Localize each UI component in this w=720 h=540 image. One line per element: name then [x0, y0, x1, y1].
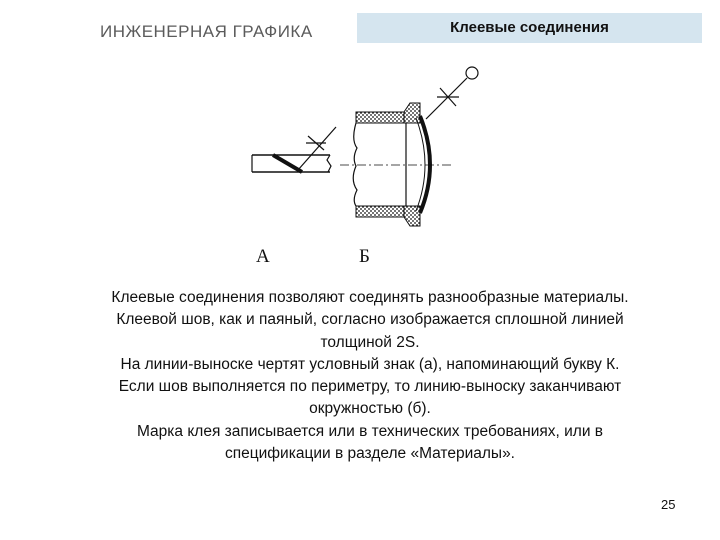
body-text	[90, 287, 650, 465]
paragraph: Если шов выполняется по периметру, то линию-выноску заканчивают окружностью (б).	[118, 378, 622, 418]
paragraph: На линии-выноске чертят условный знак (а), напоминающий букву К.	[120, 355, 620, 373]
subject-title: ИНЖЕНЕРНАЯ ГРАФИКА	[100, 22, 313, 41]
figure-label-a: А	[256, 246, 270, 267]
figure-a-plate	[252, 155, 331, 172]
page-number: 25	[661, 497, 676, 512]
paragraph: Марка клея записывается или в технических требованиях, или в спецификации в разделе «Материалы».	[136, 422, 604, 463]
figure-b-leader-line	[426, 67, 478, 119]
figure-label-b: Б	[359, 246, 370, 267]
paragraph: Клеевые соединения позволяют соединять разнообразные материалы.	[111, 289, 629, 306]
figure-b-pipe-joint	[340, 103, 454, 226]
figure-a-leader-line	[298, 127, 336, 170]
slide-title: Клеевые соединения	[357, 13, 702, 43]
paragraph: Клеевой шов, как и паяный, согласно изображается сплошной линией толщиной 2S.	[116, 311, 624, 351]
